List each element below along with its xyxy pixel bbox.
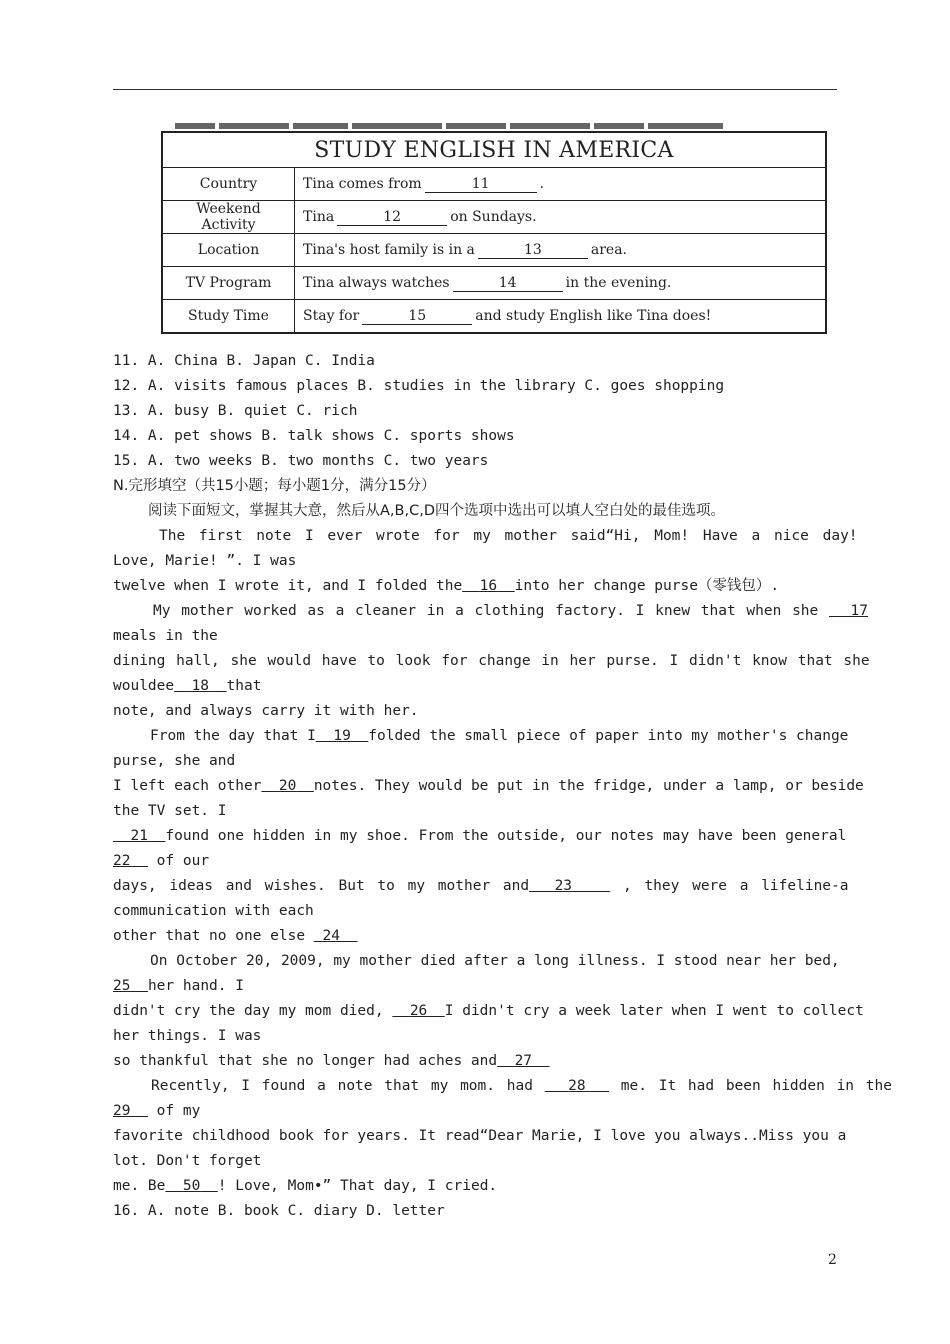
row-label: Country (162, 168, 295, 201)
option-12: 12. A. visits famous places B. studies in the library C. goes shopping (113, 378, 725, 394)
passage-line: me. Be 50 ! Love, Mom•” That day, I cried. (113, 1178, 498, 1194)
passage-line: favorite childhood book for years. It read“Dear Marie, I love you always..Miss you a (113, 1128, 847, 1144)
passage-line: purse, she and (113, 753, 236, 769)
passage-line: the TV set. I (113, 803, 227, 819)
blank-21: 21 (130, 828, 148, 844)
row-label: Study Time (162, 300, 295, 334)
blank-26: 26 (409, 1003, 428, 1019)
passage-line: so thankful that she no longer had aches and 27 (113, 1050, 837, 1072)
passage-line: 21 found one hidden in my shoe. From the outside, our notes may have been general (113, 825, 837, 847)
blank-28: 28 (568, 1078, 586, 1094)
passage-line: Recently, I found a note that my mom. had 28 me. It had been hidden in the (151, 1078, 892, 1094)
study-english-table (161, 131, 827, 334)
passage-line: meals in the (113, 628, 218, 644)
passage-line: 25 her hand. I (113, 978, 244, 994)
question-16-options: 16. A. note B. book C. diary D. letter (113, 1203, 445, 1219)
header-rule (113, 89, 837, 90)
blank-16: 16 (479, 578, 498, 594)
cropped-text-strip (175, 114, 790, 126)
row-content: Tina always watches 14 in the evening. (295, 267, 827, 300)
blank-17: 17 (850, 603, 868, 619)
passage-line: I left each other 20 notes. They would be put in the fridge, under a lamp, or beside (113, 778, 864, 794)
blank-18: 18 (191, 678, 210, 694)
passage-line: her things. I was (113, 1028, 262, 1044)
blank-23: 23 (554, 878, 573, 894)
blank-24: 24 (322, 928, 340, 944)
blank-19: 19 (333, 728, 351, 744)
passage-line: The first note I ever wrote for my mother said“Hi, Mom! Have a nice day! (159, 528, 858, 544)
table-row (162, 168, 826, 201)
option-15: 15. A. two weeks B. two months C. two years (113, 453, 489, 469)
passage-line: other that no one else 24 (113, 925, 837, 947)
page-number: 2 (828, 1252, 837, 1268)
blank-13: 13 (478, 242, 588, 259)
passage-line: lot. Don't forget (113, 1153, 262, 1169)
passage-line: My mother worked as a cleaner in a clothing factory. I knew that when she 17 (153, 603, 868, 619)
row-content: Stay for 15 and study English like Tina does! (295, 300, 827, 334)
passage-line: Love, Marie! ”. I was (113, 553, 297, 569)
blank-29: 29 (113, 1103, 131, 1119)
passage-line: 29 of my (113, 1103, 201, 1119)
passage-line: From the day that I 19 folded the small piece of paper into my mother's change (150, 728, 849, 744)
passage-line: communication with each (113, 903, 314, 919)
table-row (162, 267, 826, 300)
row-content: Tina's host family is in a 13 area. (295, 234, 827, 267)
section-title: N.完形填空（共15小题；每小题1分，满分15分） (113, 478, 436, 494)
row-content: Tina 12 on Sundays. (295, 201, 827, 234)
table-title: STUDY ENGLISH IN AMERICA (162, 132, 826, 168)
passage-line: days, ideas and wishes. But to my mother and 23 , they were a lifeline-a (113, 878, 849, 894)
blank-25: 25 (113, 978, 131, 994)
blank-12: 12 (337, 209, 447, 226)
option-11: 11. A. China B. Japan C. India (113, 353, 375, 369)
blank-14: 14 (453, 275, 563, 292)
row-label: Weekend Activity (162, 201, 295, 234)
passage-line: note, and always carry it with her. (113, 703, 419, 719)
passage-line: 22 of our (113, 853, 210, 869)
passage-line: wouldee 18 that (113, 678, 262, 694)
blank-15: 15 (362, 308, 472, 325)
row-label: TV Program (162, 267, 295, 300)
table-row (162, 201, 826, 234)
passage-line: didn't cry the day my mom died, 26 I didn't cry a week later when I went to collect (113, 1003, 864, 1019)
row-label: Location (162, 234, 295, 267)
option-13: 13. A. busy B. quiet C. rich (113, 403, 358, 419)
passage-line: dining hall, she would have to look for change in her purse. I didn't know that she (113, 653, 870, 669)
passage-line: On October 20, 2009, my mother died after a long illness. I stood near her bed, (150, 953, 840, 969)
blank-11: 11 (425, 176, 537, 193)
blank-30: 50 (182, 1178, 201, 1194)
blank-22: 22 (113, 853, 131, 869)
blank-27: 27 (514, 1053, 533, 1069)
table-row (162, 300, 826, 334)
blank-20: 20 (278, 778, 297, 794)
passage-line: twelve when I wrote it, and I folded the 16 into her change purse（零钱包）. (113, 578, 780, 594)
row-content: Tina comes from 11 . (295, 168, 827, 201)
table-row (162, 234, 826, 267)
instruction: 阅读下面短文，掌握其大意，然后从A,B,C,D四个选项中选出可以填人空白处的最佳选项。 (148, 503, 725, 519)
option-14: 14. A. pet shows B. talk shows C. sports shows (113, 428, 515, 444)
